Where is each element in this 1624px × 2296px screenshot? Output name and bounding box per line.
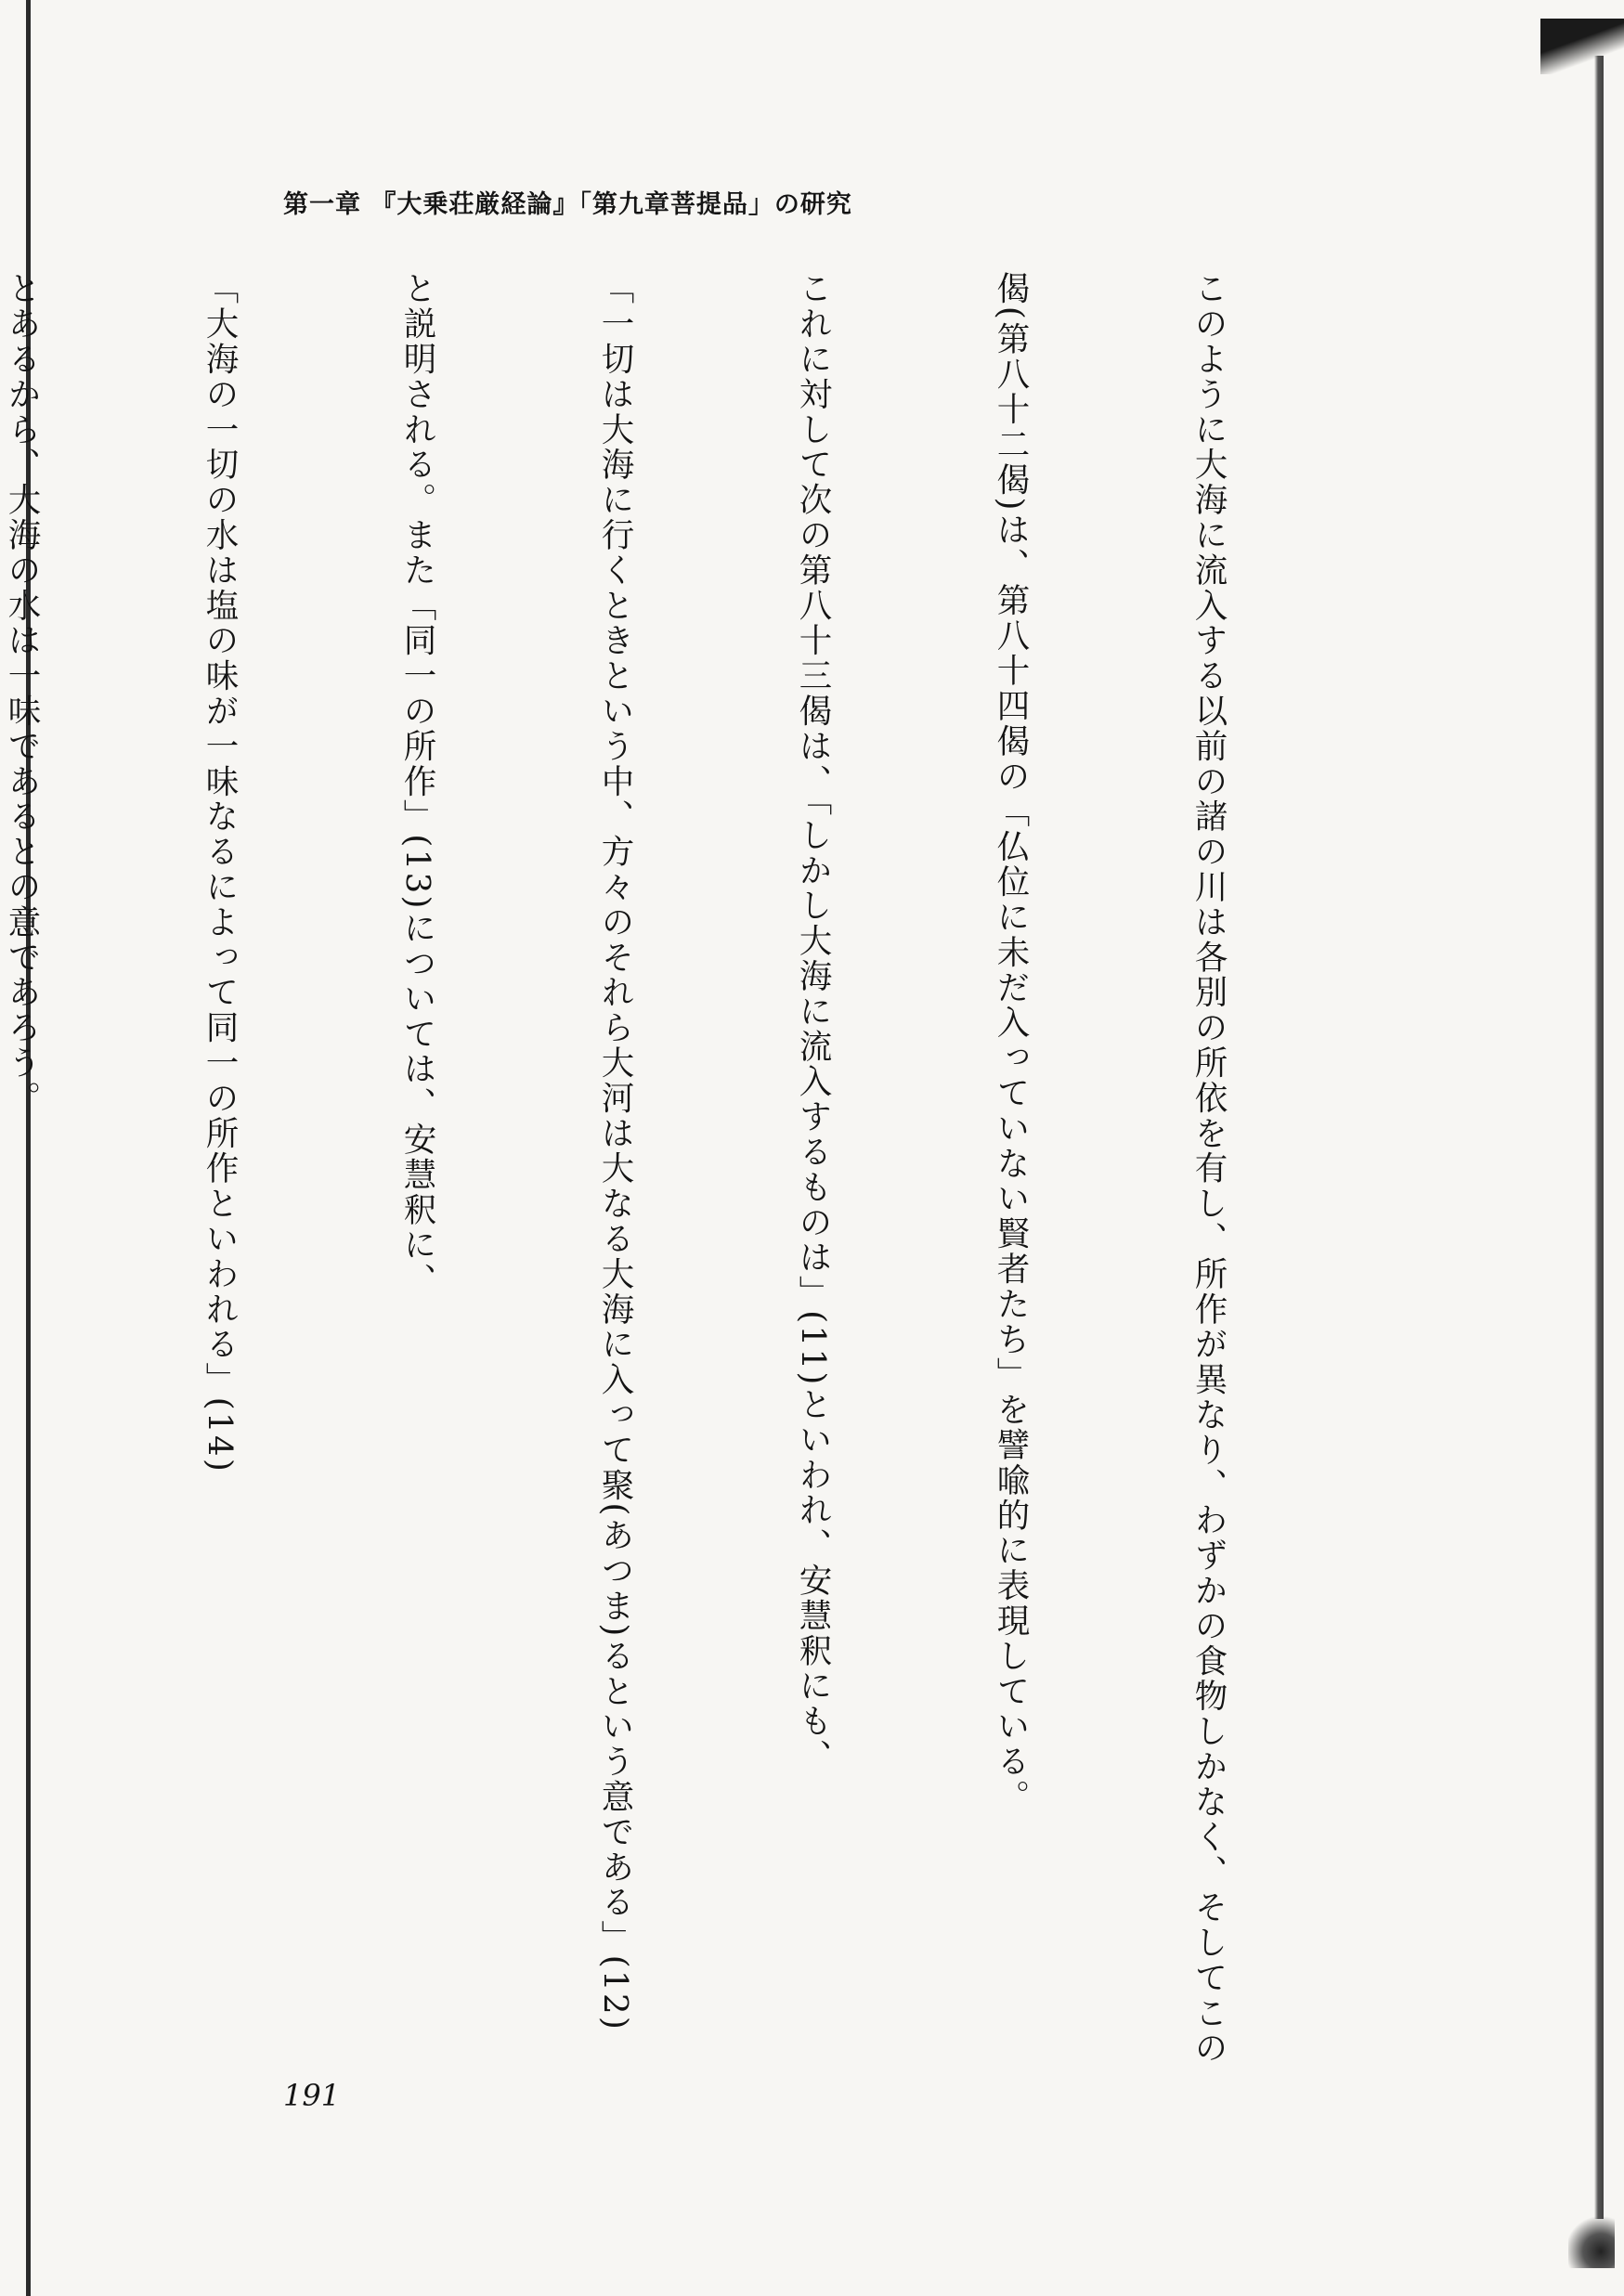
scan-bottom-right-corner [1568, 2212, 1615, 2268]
text-line: 偈(第八十二偈)は、第八十四偈の「仏位に未だ入っていない賢者たち」を譬喩的に表現している。 [992, 271, 1030, 1815]
text-line: とあるから、大海の水は一味であるとの意であろう。 [3, 271, 41, 1116]
text-line: と説明される。また「同一の所作」(13)については、安慧釈に、 [398, 271, 436, 1298]
running-head: 第一章 『大乗荘厳経論』「第九章菩提品」の研究 [283, 190, 852, 219]
vertical-body-text [0, 271, 1373, 2066]
text-line: 「一切は大海に行くときという中、方々のそれら大河は大なる大海に入って聚(あつま)るという意である」(12) [596, 271, 634, 2032]
scan-right-edge [1594, 56, 1604, 2219]
text-line: 「大海の一切の水は塩の味が一味なるによって同一の所作といわれる」(14) [201, 271, 239, 1474]
text-line: これに対して次の第八十三偈は、「しかし大海に流入するものは」(11)といわれ、安慧釈にも、 [794, 271, 832, 1774]
scan-top-right-corner [1540, 19, 1624, 74]
page-number: 191 [283, 2078, 341, 2113]
text-line: このように大海に流入する以前の諸の川は各別の所依を有し、所作が異なり、わずかの食物しかなく、そしてこの [1189, 271, 1228, 2066]
